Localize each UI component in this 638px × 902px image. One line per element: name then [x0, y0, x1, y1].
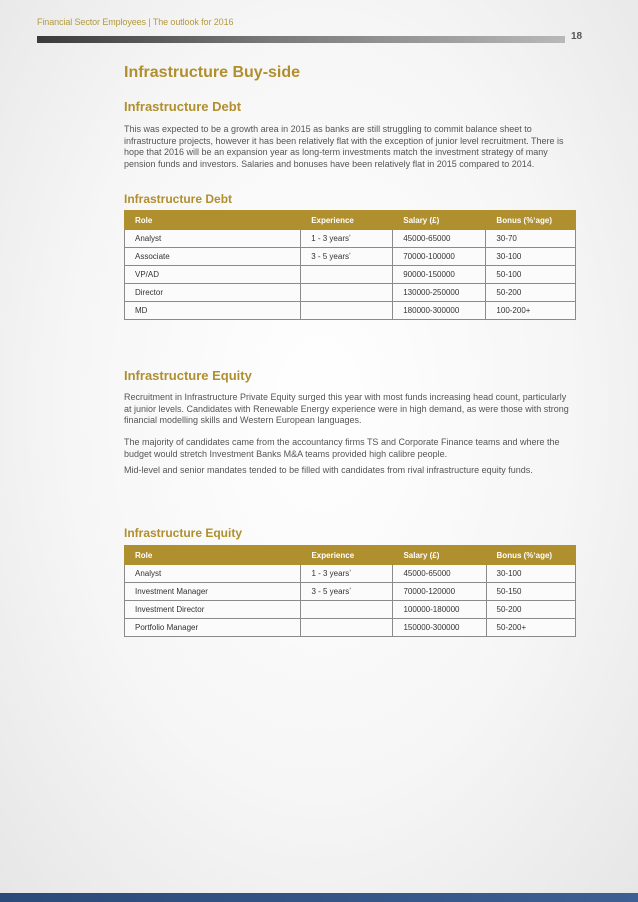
- cell-experience: [301, 601, 393, 619]
- cell-salary: 70000-120000: [393, 583, 486, 601]
- cell-salary: 150000-300000: [393, 619, 486, 637]
- equity-paragraph-1: Recruitment in Infrastructure Private Equity surged this year with most funds increasing head count, particularly at junior levels. Candidates with Renewable Energy experience were in high demand, as were those with strong financial modelling skills and Western European languages.: [124, 392, 569, 425]
- cell-salary: 180000-300000: [393, 302, 486, 320]
- equity-section-heading: Infrastructure Equity: [124, 368, 252, 383]
- table-row: [125, 619, 576, 637]
- column-header-bonus: Bonus (%ʼage): [486, 546, 575, 565]
- cell-salary: 90000-150000: [393, 266, 486, 284]
- page-title: Infrastructure Buy-side: [124, 64, 301, 81]
- cell-bonus: 30-70: [486, 230, 576, 248]
- cell-bonus: 50-100: [486, 266, 576, 284]
- cell-role: Associate: [125, 248, 301, 266]
- debt-table-heading: Infrastructure Debt: [124, 192, 233, 206]
- cell-salary: 45000-65000: [393, 565, 486, 583]
- cell-bonus: 50-200+: [486, 619, 575, 637]
- table-header-row: [125, 546, 576, 565]
- cell-experience: [301, 284, 393, 302]
- cell-experience: 1 - 3 yearsʼ: [301, 565, 393, 583]
- table-row: [125, 266, 576, 284]
- cell-role: Analyst: [125, 565, 301, 583]
- cell-experience: [301, 266, 393, 284]
- cell-salary: 100000-180000: [393, 601, 486, 619]
- table-row: [125, 565, 576, 583]
- table-row: [125, 601, 576, 619]
- table-header-row: [125, 211, 576, 230]
- header-rule: [37, 36, 565, 43]
- debt-salary-table: [124, 210, 576, 320]
- equity-paragraph-2: The majority of candidates came from the accountancy firms TS and Corporate Finance teams and where the budget would stretch Investment Banks M&A teams provided high calibre people.: [124, 437, 560, 459]
- column-header-salary: Salary (£): [393, 211, 486, 230]
- table-row: [125, 248, 576, 266]
- table-row: [125, 583, 576, 601]
- column-header-experience: Experience: [301, 546, 393, 565]
- equity-paragraph-3: Mid-level and senior mandates tended to be filled with candidates from rival infrastructure equity funds.: [124, 465, 533, 475]
- footer-bar: [0, 893, 638, 902]
- equity-table-heading: Infrastructure Equity: [124, 526, 243, 540]
- cell-salary: 45000-65000: [393, 230, 486, 248]
- cell-experience: 3 - 5 yearsʼ: [301, 583, 393, 601]
- running-header: Financial Sector Employees | The outlook for 2016: [37, 17, 234, 27]
- cell-experience: 1 - 3 yearsʼ: [301, 230, 393, 248]
- table-row: [125, 302, 576, 320]
- cell-experience: [301, 302, 393, 320]
- cell-salary: 70000-100000: [393, 248, 486, 266]
- page-number: 18: [571, 31, 583, 42]
- cell-experience: 3 - 5 yearsʼ: [301, 248, 393, 266]
- cell-salary: 130000-250000: [393, 284, 486, 302]
- cell-bonus: 30-100: [486, 248, 576, 266]
- cell-bonus: 50-150: [486, 583, 575, 601]
- cell-role: Director: [125, 284, 301, 302]
- cell-bonus: 30-100: [486, 565, 575, 583]
- cell-bonus: 100-200+: [486, 302, 576, 320]
- cell-experience: [301, 619, 393, 637]
- cell-role: Analyst: [125, 230, 301, 248]
- column-header-role: Role: [125, 546, 301, 565]
- column-header-salary: Salary (£): [393, 546, 486, 565]
- column-header-bonus: Bonus (%ʼage): [486, 211, 576, 230]
- column-header-role: Role: [125, 211, 301, 230]
- cell-role: MD: [125, 302, 301, 320]
- debt-paragraph: This was expected to be a growth area in 2015 as banks are still struggling to commit balance sheet to infrastructure projects, however it has been relatively flat with the exception of junior level recruitment. There is hope that 2016 will be an expansion year as long-term investments match the investment strategy of many pension funds and investors. Salaries and bonuses have been relatively flat in 2015 compared to 2014.: [124, 124, 564, 169]
- cell-role: Portfolio Manager: [125, 619, 301, 637]
- equity-salary-table: [124, 545, 576, 637]
- column-header-experience: Experience: [301, 211, 393, 230]
- debt-section-heading: Infrastructure Debt: [124, 99, 242, 114]
- cell-bonus: 50-200: [486, 284, 576, 302]
- table-row: [125, 230, 576, 248]
- table-row: [125, 284, 576, 302]
- cell-role: VP/AD: [125, 266, 301, 284]
- cell-role: Investment Director: [125, 601, 301, 619]
- cell-role: Investment Manager: [125, 583, 301, 601]
- cell-bonus: 50-200: [486, 601, 575, 619]
